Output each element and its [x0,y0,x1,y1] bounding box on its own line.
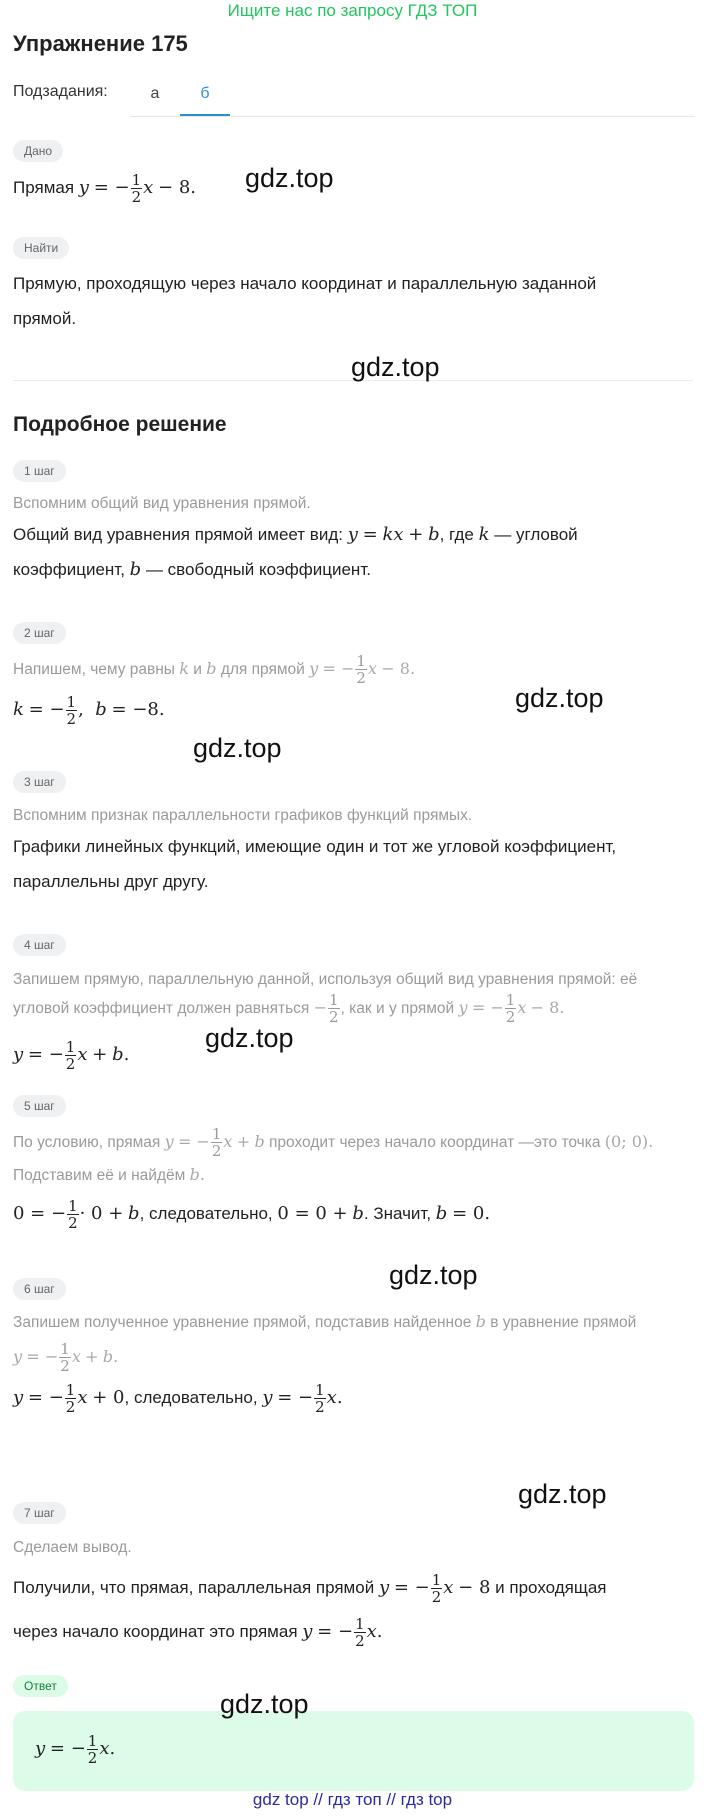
search-banner: Ищите нас по запросу ГДЗ ТОП [227,1,478,20]
find-text-line2: прямой. [13,309,77,328]
watermark: gdz.top [245,163,334,193]
watermark: gdz.top [193,733,282,763]
step-7-text-line1: Получили, что прямая, параллельная прямой y = − $\frac{1}{2}$ x − 8 и проходящая [13,1571,607,1607]
step-5-chip: 5 шаг [13,1095,66,1117]
step-3-text-line2: параллельны друг другу. [13,872,209,891]
step-6-hint-line1: Запишем полученное уравнение прямой, подставив найденное b в уравнение прямой [13,1312,637,1331]
step-7-text-line2: через начало координат это прямая y = − $\frac{1}{2}$ x. [13,1615,383,1651]
step-4-chip: 4 шаг [13,934,66,956]
given-text: Прямая y = − $\frac{1}{2}$ x − 8. [13,171,196,207]
subtask-tabs [130,72,230,116]
answer-formula: y = − $\frac{1}{2}$ x. [35,1732,116,1768]
tab-b[interactable]: б [180,72,230,116]
step-3-text-line1: Графики линейных функций, имеющие один и тот же угловой коэффициент, [13,837,617,856]
solution-title: Подробное решение [13,413,227,436]
answer-chip: Ответ [13,1675,68,1697]
given-chip: Дано [13,140,63,162]
step-1-text-line1: Общий вид уравнения прямой имеет вид: y = kx + b, где k — угловой [13,524,578,545]
step-7-hint: Сделаем вывод. [13,1539,132,1556]
footer-links[interactable]: gdz top // гдз топ // гдз top [252,1790,453,1809]
step-2-chip: 2 шаг [13,622,66,644]
step-5-hint-line2: Подставим её и найдём b. [13,1165,205,1184]
watermark: gdz.top [220,1689,309,1719]
step-5-hint-line1: По условию, прямая y = − $\frac{1}{2}$ x + b проходит через начало координат —это точка (0; 0). [13,1125,654,1161]
step-5-formula: 0 = − $\frac{1}{2}$ · 0 + b, следовательно, 0 = 0 + b. Значит, b = 0. [13,1197,491,1233]
step-3-chip: 3 шаг [13,771,66,793]
watermark: gdz.top [205,1023,294,1053]
answer-box [13,1711,694,1791]
watermark: gdz.top [389,1260,478,1290]
find-text-line1: Прямую, проходящую через начало координат и параллельную заданной [13,274,597,293]
step-6-formula: y = − $\frac{1}{2}$ x + 0, следовательно, y = − $\frac{1}{2}$ x. [13,1381,343,1417]
find-chip: Найти [13,237,69,259]
page-title: Упражнение 175 [13,31,188,56]
step-4-hint-line2: угловой коэффициент должен равняться − $\frac{1}{2}$ , как и у прямой y = − $\frac{1}{2}$ x − 8. [13,991,565,1027]
watermark: gdz.top [518,1479,607,1509]
step-1-hint: Вспомним общий вид уравнения прямой. [13,495,311,512]
subtasks-label: Подзадания: [13,83,108,100]
step-7-chip: 7 шаг [13,1502,66,1524]
step-2-formula: k = − $\frac{1}{2}$ , b = −8. [13,693,165,729]
step-1-chip: 1 шаг [13,460,66,482]
step-4-formula: y = − $\frac{1}{2}$ x + b. [13,1038,130,1074]
step-3-hint: Вспомним признак параллельности графиков функций прямых. [13,807,473,824]
tabs-divider [130,116,695,117]
step-6-hint-line2: y = − $\frac{1}{2}$ x + b. [13,1340,119,1376]
step-6-chip: 6 шаг [13,1278,66,1300]
step-1-text-line2: коэффициент, b — свободный коэффициент. [13,559,371,580]
tab-a[interactable]: а [150,85,160,102]
watermark: gdz.top [351,352,440,382]
step-4-hint-line1: Запишем прямую, параллельную данной, используя общий вид уравнения прямой: её [13,971,638,988]
watermark: gdz.top [515,683,604,713]
step-2-hint: Напишем, чему равны k и b для прямой y = − $\frac{1}{2}$ x − 8. [13,652,416,688]
